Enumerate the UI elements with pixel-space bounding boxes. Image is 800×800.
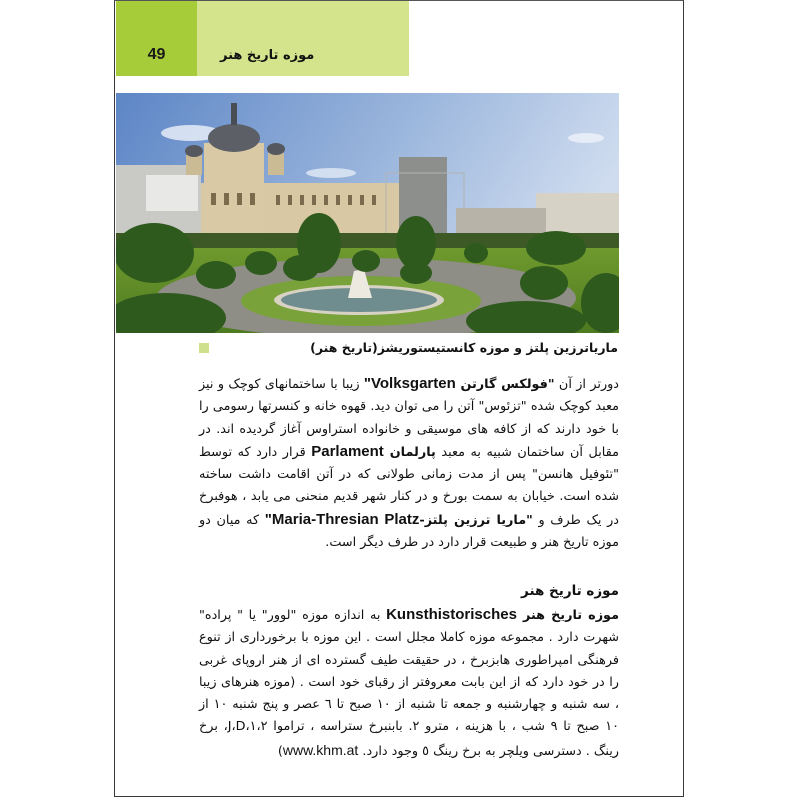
text-run: زیبا با ساختمانهای کوچک و نیز معبد کوچک شده "تزئوس" آتن را می توان دید. قهوه خانه و کنسرتها رسومی را با خود دارند که از کافه های موسیقی و خانواده استراوس آغاز گردیده اند. در مقابل آن ساختمان شبیه به معبد [199,377,619,460]
website-link[interactable]: www.khm.at [282,741,359,758]
bold-term-maria-theresien: Maria-Thresian Platz" [264,510,420,528]
section-title: موزه تاریخ هنر [220,48,315,63]
book-page [114,0,684,797]
paragraph-volksgarten [199,373,619,554]
text-run: ) [277,743,283,759]
bold-term-museum-fa: موزه تاریخ هنر [516,608,620,623]
text-run: به اندازه موزه "لوور" یا " پراده" شهرت دارد . مجموعه موزه کاملا مجلل است . این موزه با برخورداری از تنوع فرهنگی امپراطوری هابزبرخ ، در حقیقت طیف گسترده ای از هنر اروپای غربی را در خود دارد که از این بابت معروفتر از رقبای خود است . (موزه هنرهای زیبا ، سه شنبه و چهارشنبه و جمعه تا شنبه از ۱۰ صبح تا ٦ عصر و پنج شنبه ۱۰ از ۱۰ صبح تا ۹ شب ، با هزینه ، مترو ۲. بابنبرخ ستراسه ، تراموا ۱،۲،J،D، برخ رینگ . دسترسی ویلچر به برخ رینگ ٥ وجود دارد. [199,608,619,759]
caption-text: ماریاترزین پلتز و موزه کانستیستوریشز(تاریخ هنر) [310,340,618,355]
section-title-block [197,1,409,76]
bold-term-maria-theresien-fa: "ماریا ترزین پلتز- [419,512,533,528]
bold-term-kunsthistorisches: Kunsthistorisches [386,606,517,623]
bold-term-parlament: Parlament [311,442,384,460]
bold-term-volksgarten-fa: "فولکس گارتن [455,377,555,392]
text-run: که میان دو موزه تاریخ هنر و طبیعت قرار دارد در طرف دیگر است. [199,512,619,551]
page-number: 49 [147,46,166,63]
photo-caption [199,338,619,360]
bold-term-volksgarten: Volksgarten" [363,375,456,392]
text-run: قرار دارد که توسط "تئوفیل هانسن" پس از مدت زمانی طولانی که در آتن اقامت داشت ساخته شده است. خیابان به سمت بورخ و در کنار شهر قدیم منحنی می یابد ، هوفبرخ در یک طرف و [199,444,619,528]
paragraph-kunsthistorisches [199,604,619,763]
section-heading: موزه تاریخ هنر [521,583,619,599]
bold-term-parlament-fa: پارلمان [383,444,436,460]
page-number-block [116,1,197,76]
museum-photo [116,93,619,333]
text-run: دورتر از آن [554,377,619,392]
caption-bullet-square [199,343,209,353]
